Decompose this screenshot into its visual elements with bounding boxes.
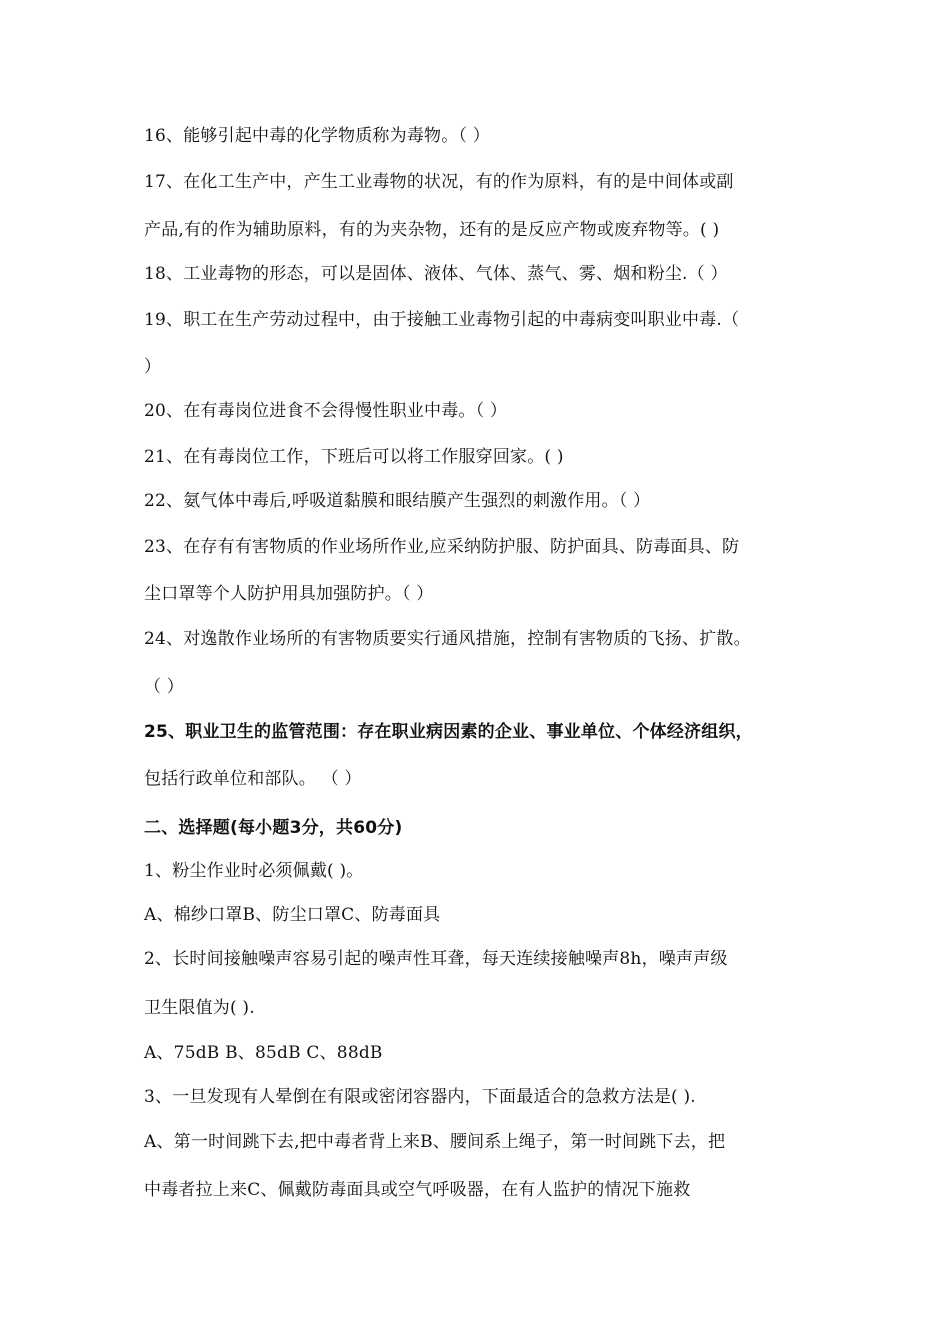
question-23-line-2: 尘口罩等个人防护用具加强防护。（ ） [144, 584, 434, 604]
question-25-line-1: 25、职业卫生的监管范围：存在职业病因素的企业、事业单位、个体经济组织， [144, 722, 753, 742]
question-24-line-1: 24、对逸散作业场所的有害物质要实行通风措施，控制有害物质的飞扬、扩散。 [144, 629, 751, 649]
question-19-line-1: 19、职工在生产劳动过程中，由于接触工业毒物引起的中毒病变叫职业中毒.（ [144, 310, 740, 330]
choice-question-2-line-2: 卫生限值为( ). [144, 998, 255, 1018]
choice-question-1: 1、粉尘作业时必须佩戴( )。 [144, 861, 364, 881]
question-17-line-2: 产品,有的作为辅助原料，有的为夹杂物，还有的是反应产物或废弃物等。( ) [144, 220, 720, 240]
choice-question-1-options: A、棉纱口罩B、防尘口罩C、防毒面具 [144, 905, 441, 925]
choice-question-3: 3、一旦发现有人晕倒在有限或密闭容器内，下面最适合的急救方法是( ). [144, 1087, 696, 1107]
choice-question-2-line-1: 2、长时间接触噪声容易引起的噪声性耳聋，每天连续接触噪声8h，噪声声级 [144, 949, 728, 969]
question-21: 21、在有毒岗位工作，下班后可以将工作服穿回家。( ) [144, 447, 564, 467]
choice-question-3-options-line-2: 中毒者拉上来C、佩戴防毒面具或空气呼吸器，在有人监护的情况下施救 [144, 1180, 691, 1200]
question-24-line-2: （ ） [144, 677, 185, 697]
section-heading: 二、选择题(每小题3分，共60分) [144, 818, 403, 838]
question-22: 22、氨气体中毒后,呼吸道黏膜和眼结膜产生强烈的刺激作用。（ ） [144, 491, 651, 511]
choice-question-2-options: A、75dB B、85dB C、88dB [144, 1043, 383, 1063]
question-23-line-1: 23、在存有有害物质的作业场所作业,应采纳防护服、防护面具、防毒面具、防 [144, 537, 740, 557]
question-16: 16、能够引起中毒的化学物质称为毒物。（ ） [144, 126, 490, 146]
question-19-line-2: ） [144, 357, 162, 377]
choice-question-3-options-line-1: A、第一时间跳下去,把中毒者背上来B、腰间系上绳子，第一时间跳下去，把 [144, 1132, 726, 1152]
question-20: 20、在有毒岗位进食不会得慢性职业中毒。（ ） [144, 401, 508, 421]
question-25-line-2: 包括行政单位和部队。 （ ） [144, 769, 362, 789]
question-17-line-1: 17、在化工生产中，产生工业毒物的状况，有的作为原料，有的是中间体或副 [144, 172, 734, 192]
question-18: 18、工业毒物的形态，可以是固体、液体、气体、蒸气、雾、烟和粉尘.（ ） [144, 264, 728, 284]
